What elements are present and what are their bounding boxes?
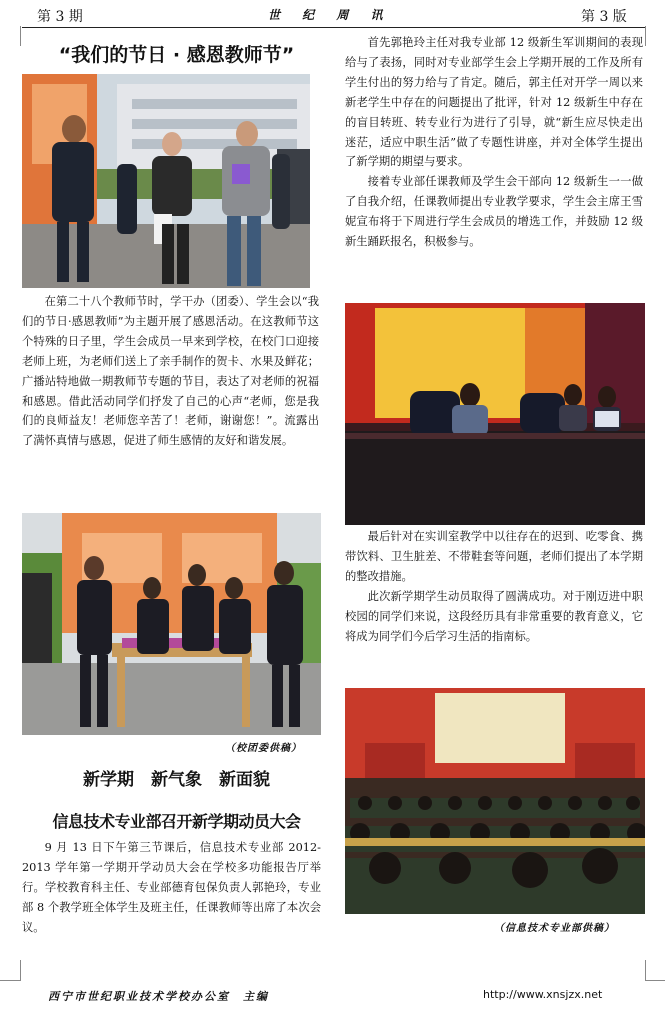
crop-mark-bl: [0, 960, 21, 981]
article2-right-top: [345, 33, 643, 252]
header-rule: [22, 27, 645, 28]
article1-body: 在第二十八个教师节时，学干办（团委）、学生会以“我们的节日·感恩教师”为主题开展了感恩活动。在这教师节这个特殊的日子里，学生会成员一早来到学校，在校门口迎接老师上班，为老师们送上了亲手制作的贺卡、水果及鲜花；广播站特地做一期教师节专题的节目，表达了对老师的祝福和感恩。借此活动同学们抒发了自己的心声“老师，您是我们的良师益友！老师您辛苦了！老师，谢谢您！”。流露出了满怀真情与感恩，促进了师生感情的友好和谐发展。: [22, 295, 319, 448]
crop-mark-tr: [645, 26, 665, 46]
teachers-day-gate-photo: [22, 74, 310, 288]
article2-slogan: 新学期 新气象 新面貌: [83, 770, 270, 790]
article2-p1-box: [22, 838, 321, 938]
article2-p2: 首先郭艳玲主任对我专业部 12 级新生军训期间的表现给与了表扬，同时对专业部学生会上学期开展的工作及所有学生付出的努力给与了肯定。随后，郭主任对开学一周以来新老学生中存在的问题提出了批评，针对 12 级新生中存在的盲目转班、转专业行为进行了引导，就“新生应尽快走出迷茫，适应中职生活”做了专题性讲座，并对全体学生提出了新学期的期望与要求。: [345, 36, 643, 169]
article2-right-bottom: [345, 527, 643, 646]
issue-number: 第 3 期: [37, 9, 83, 25]
article2-p3: 接着专业部任课教师及学生会干部向 12 级新生一一做了自我介绍，任课教师提出专业教学要求，学生会主席王雪妮宣布将于下周进行学生会成员的增选工作，并鼓励 12 级新生踊跃报名，积极参与。: [345, 175, 643, 249]
article1-body-box: [22, 292, 319, 451]
page-number: 第 3 版: [581, 9, 627, 25]
article2-p5: 此次新学期学生动员取得了圆满成功。对于刚迈进中职校园的同学们来说，这段经历具有非常重要的教育意义，它将成为同学们今后学习生活的指南标。: [345, 589, 643, 643]
students-flowers-photo: [22, 513, 321, 735]
article2-credit: （信息技术专业部供稿）: [494, 923, 615, 934]
article2-p1: 9 月 13 日下午第三节课后，信息技术专业部 2012-2013 学年第一学期开学动员大会在学校多功能报告厅举行。学校教育科主任、专业部德育包保负责人郭艳玲，专业部 8 个教学班全体学生及班主任，任课教师等出席了本次会议。: [22, 841, 321, 934]
footer-url[interactable]: http://www.xnsjzx.net: [483, 988, 603, 1001]
podium-speakers-photo: [345, 303, 645, 525]
article1-credit: （校团委供稿）: [225, 743, 302, 754]
crop-mark-br: [645, 960, 665, 981]
article2-p4: 最后针对在实训室教学中以往存在的迟到、吃零食、携带饮料、卫生脏差、不带鞋套等问题，老师们提出了本学期的整改措施。: [345, 530, 643, 583]
masthead: 世 纪 周 讯: [268, 8, 392, 22]
article1-title: “我们的节日 · 感恩教师节”: [58, 44, 295, 66]
article2-title: 信息技术专业部召开新学期动员大会: [52, 812, 301, 831]
footer-office: 西宁市世纪职业技术学校办公室 主编: [48, 990, 269, 1003]
crop-mark-tl: [0, 26, 21, 46]
auditorium-students-photo: [345, 688, 645, 914]
